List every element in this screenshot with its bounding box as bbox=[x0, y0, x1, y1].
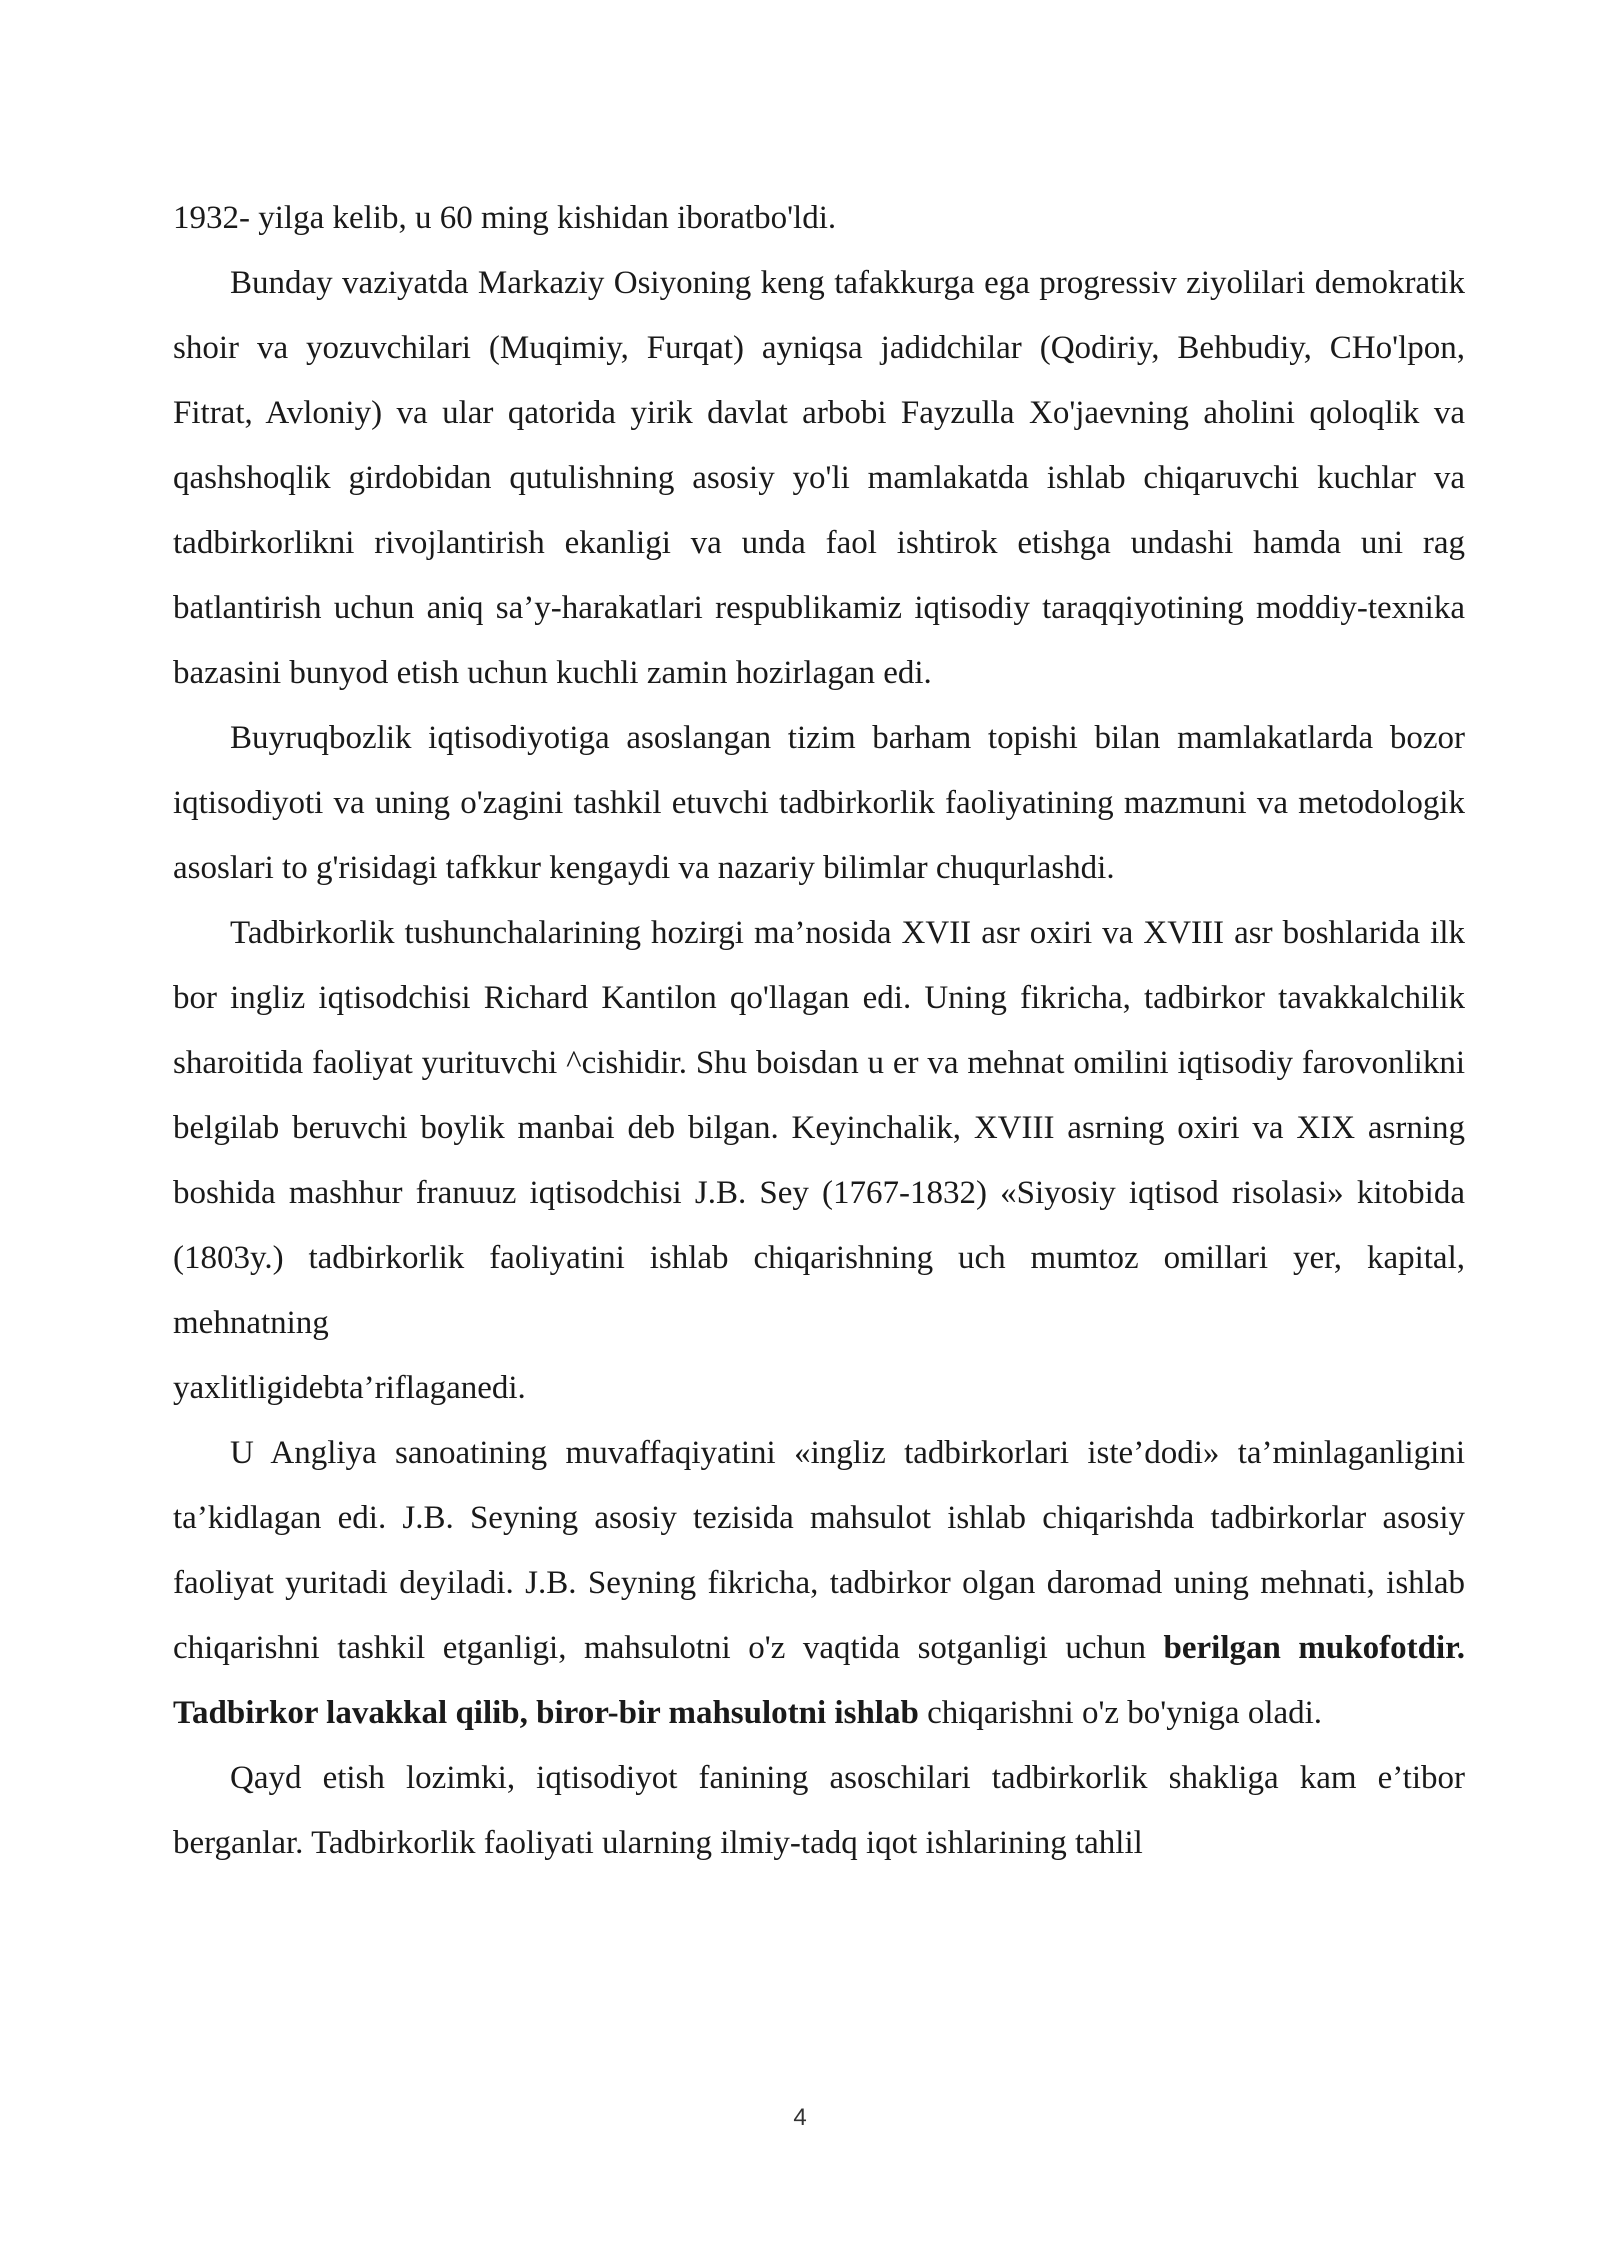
paragraph-5 bbox=[173, 1421, 1465, 1746]
paragraph-5-text-before: U Angliya sanoatining muvaffaqiyatini «ingliz tadbirkorlari iste’dodi» ta’minlaganligini ta’kidlagan edi. J.B. Seyning asosiy tezisida mahsulot ishlab chiqarishda tadbirkorlar asosiy faoliyat yuritadi deyiladi. J.B. Seyning fikricha, tadbirkor olgan daromad uning mehnati, ishlab chiqarishni tashkil etganligi, mahsulotni o'z vaqtida sotganligi uchun bbox=[173, 1435, 1465, 1666]
page-number: 4 bbox=[793, 2104, 807, 2131]
paragraph-2: Bunday vaziyatda Markaziy Osiyoning keng tafakkurga ega progressiv ziyolilari demokratik shoir va yozuvchilari (Muqimiy, Furqat) ayniqsa jadidchilar (Qodiriy, Behbudiy, CHo'lpon, Fitrat, Avloniy) va ular qatorida yirik davlat arbobi Fayzulla Xo'jaevning aholini qoloqlik va qashshoqlik girdobidan qutulishning asosiy yo'li mamlakatda ishlab chiqaruvchi kuchlar va tadbirkorlikni rivojlantirish ekanligi va unda faol ishtirok etishga undashi hamda uni rag batlantirish uchun aniq sa’y-harakatlari respublikamiz iqtisodiy taraqqiyotining moddiy-texnika bazasini bunyod etish uchun kuchli zamin hozirlagan edi. bbox=[173, 265, 1465, 691]
paragraph-6: Qayd etish lozimki, iqtisodiyot fanining asoschilari tadbirkorlik shakliga kam e’tibor berganlar. Tadbirkorlik faoliyati ularning ilmiy-tadq iqot ishlarining tahlil bbox=[173, 1760, 1465, 1861]
paragraph-3: Buyruqbozlik iqtisodiyotiga asoslangan tizim barham topishi bilan mamlakatlarda bozor iqtisodiyoti va uning o'zagini tashkil etuvchi tadbirkorlik faoliyatining mazmuni va metodologik asoslari to g'risidagi tafkkur kengaydi va nazariy bilimlar chuqurlashdi. bbox=[173, 720, 1465, 886]
paragraph-5-text-after: chiqarishni o'z bo'yniga oladi. bbox=[918, 1695, 1323, 1731]
paragraph-1: 1932- yilga kelib, u 60 ming kishidan iboratbo'ldi. bbox=[173, 200, 837, 236]
paragraph-4-continuation: yaxlitligidebta’riflaganedi. bbox=[173, 1370, 526, 1406]
paragraph-4: Tadbirkorlik tushunchalarining hozirgi ma’nosida XVII asr oxiri va XVIII asr boshlarida ilk bor ingliz iqtisodchisi Richard Kantilon qo'llagan edi. Uning fikricha, tadbirkor tavakkalchilik sharoitida faoliyat yurituvchi ^cishidir. Shu boisdan u er va mehnat omilini iqtisodiy farovonlikni belgilab beruvchi boylik manbai deb bilgan. Keyinchalik, XVIII asrning oxiri va XIX asrning boshida mashhur franuuz iqtisodchisi J.B. Sey (1767-1832) «Siyosiy iqtisod risolasi» kitobida (1803y.) tadbirkorlik faoliyatini ishlab chiqarishning uch mumtoz omillari yer, kapital, mehnatning bbox=[173, 915, 1465, 1341]
paragraph-5-bold-text: berilgan mukofotdir. Tadbirkor lavakkal qilib, biror-bir mahsulotni ishlab bbox=[173, 1630, 1465, 1731]
document-body bbox=[173, 186, 1465, 1876]
